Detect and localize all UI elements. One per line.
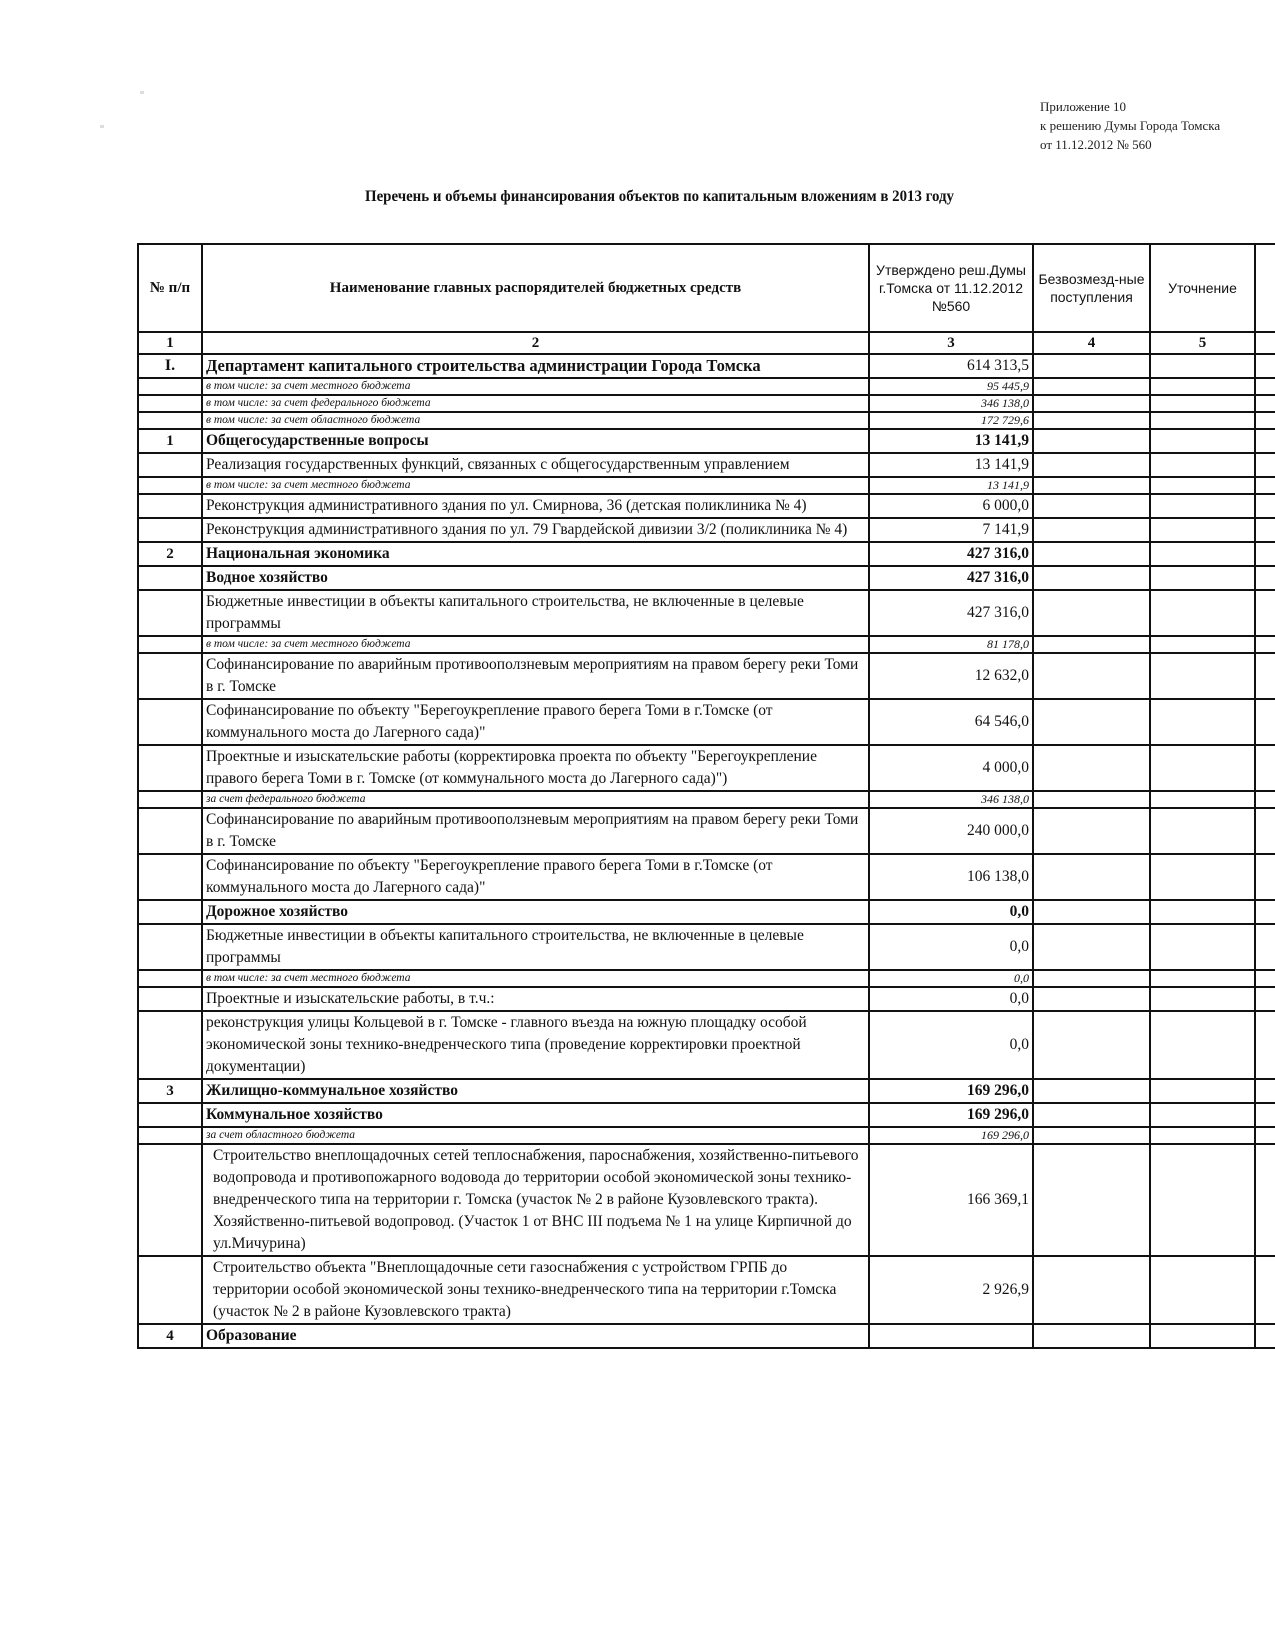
row-col6-value	[1255, 1127, 1275, 1144]
table-row	[138, 900, 1275, 924]
row-clarification-value	[1150, 1256, 1255, 1324]
row-name: Реализация государственных функций, связанных с общегосударственным управлением	[202, 453, 869, 477]
table-row	[138, 1144, 1275, 1256]
row-grants-value	[1033, 1144, 1150, 1256]
table-row	[138, 542, 1275, 566]
row-number	[138, 900, 202, 924]
table-row	[138, 453, 1275, 477]
table-row	[138, 590, 1275, 636]
row-col6-value	[1255, 791, 1275, 808]
row-approved-value: 81 178,0	[869, 636, 1033, 653]
row-approved-value: 169 296,0	[869, 1103, 1033, 1127]
appendix-reference	[1040, 97, 1220, 154]
row-name: за счет областного бюджета	[202, 1127, 869, 1144]
row-approved-value: 12 632,0	[869, 653, 1033, 699]
row-number: 2	[138, 542, 202, 566]
row-clarification-value	[1150, 477, 1255, 494]
row-approved-value: 240 000,0	[869, 808, 1033, 854]
table-row	[138, 924, 1275, 970]
row-grants-value	[1033, 412, 1150, 429]
row-name: Софинансирование по объекту "Берегоукрепление правого берега Томи в г.Томске (от коммунального моста до Лагерного сада)"	[202, 854, 869, 900]
row-col6-value	[1255, 970, 1275, 987]
row-grants-value	[1033, 494, 1150, 518]
row-approved-value: 4 000,0	[869, 745, 1033, 791]
table-row	[138, 808, 1275, 854]
table-row	[138, 518, 1275, 542]
row-grants-value	[1033, 854, 1150, 900]
table-row	[138, 354, 1275, 378]
row-number: 1	[138, 429, 202, 453]
row-grants-value	[1033, 518, 1150, 542]
row-clarification-value	[1150, 354, 1255, 378]
table-row	[138, 1324, 1275, 1348]
appendix-line: Приложение 10	[1040, 99, 1127, 114]
table-row	[138, 854, 1275, 900]
row-number	[138, 808, 202, 854]
row-clarification-value	[1150, 590, 1255, 636]
table-row	[138, 494, 1275, 518]
row-col6-value	[1255, 477, 1275, 494]
row-col6-value	[1255, 378, 1275, 395]
row-approved-value: 0,0	[869, 970, 1033, 987]
row-clarification-value	[1150, 1144, 1255, 1256]
row-grants-value	[1033, 429, 1150, 453]
row-clarification-value	[1150, 699, 1255, 745]
table-row	[138, 1011, 1275, 1079]
row-name: Общегосударственные вопросы	[202, 429, 869, 453]
row-grants-value	[1033, 378, 1150, 395]
row-number	[138, 1127, 202, 1144]
row-grants-value	[1033, 1256, 1150, 1324]
row-number: 3	[138, 1079, 202, 1103]
row-col6-value	[1255, 1324, 1275, 1348]
row-number	[138, 636, 202, 653]
row-approved-value: 427 316,0	[869, 542, 1033, 566]
row-col6-value	[1255, 518, 1275, 542]
header-name: Наименование главных распорядителей бюджетных средств	[202, 244, 869, 332]
row-grants-value	[1033, 924, 1150, 970]
row-name: Жилищно-коммунальное хозяйство	[202, 1079, 869, 1103]
row-approved-value: 427 316,0	[869, 566, 1033, 590]
row-approved-value: 169 296,0	[869, 1079, 1033, 1103]
row-number	[138, 987, 202, 1011]
row-approved-value: 0,0	[869, 987, 1033, 1011]
row-name: Софинансирование по аварийным противооползневым мероприятиям на правом берегу реки Томи в г. Томске	[202, 653, 869, 699]
row-col6-value	[1255, 395, 1275, 412]
row-name: Реконструкция административного здания по ул. 79 Гвардейской дивизии 3/2 (поликлиника № 4)	[202, 518, 869, 542]
column-number-row	[138, 332, 1275, 354]
row-col6-value	[1255, 590, 1275, 636]
row-col6-value	[1255, 566, 1275, 590]
row-clarification-value	[1150, 791, 1255, 808]
row-number	[138, 378, 202, 395]
table-row	[138, 987, 1275, 1011]
row-grants-value	[1033, 699, 1150, 745]
row-number	[138, 854, 202, 900]
table-row	[138, 791, 1275, 808]
table-row	[138, 566, 1275, 590]
row-grants-value	[1033, 970, 1150, 987]
row-approved-value: 0,0	[869, 924, 1033, 970]
row-clarification-value	[1150, 636, 1255, 653]
row-col6-value	[1255, 354, 1275, 378]
appendix-line: к решению Думы Города Томска	[1040, 118, 1221, 133]
table-row	[138, 429, 1275, 453]
row-number	[138, 791, 202, 808]
row-col6-value	[1255, 542, 1275, 566]
row-approved-value: 346 138,0	[869, 395, 1033, 412]
row-col6-value	[1255, 900, 1275, 924]
row-clarification-value	[1150, 924, 1255, 970]
row-number	[138, 1256, 202, 1324]
row-col6-value	[1255, 699, 1275, 745]
row-name: в том числе: за счет местного бюджета	[202, 636, 869, 653]
row-clarification-value	[1150, 1011, 1255, 1079]
scan-artifact	[140, 91, 144, 94]
row-clarification-value	[1150, 900, 1255, 924]
row-name: Бюджетные инвестиции в объекты капитального строительства, не включенные в целевые программы	[202, 924, 869, 970]
row-number	[138, 412, 202, 429]
row-name: Водное хозяйство	[202, 566, 869, 590]
financing-table	[137, 243, 1275, 1349]
row-approved-value: 172 729,6	[869, 412, 1033, 429]
table-row	[138, 395, 1275, 412]
row-approved-value: 95 445,9	[869, 378, 1033, 395]
row-clarification-value	[1150, 808, 1255, 854]
row-grants-value	[1033, 477, 1150, 494]
row-col6-value	[1255, 987, 1275, 1011]
row-clarification-value	[1150, 970, 1255, 987]
row-clarification-value	[1150, 395, 1255, 412]
row-name: в том числе: за счет областного бюджета	[202, 412, 869, 429]
row-clarification-value	[1150, 412, 1255, 429]
row-grants-value	[1033, 791, 1150, 808]
table-row	[138, 1127, 1275, 1144]
row-number	[138, 453, 202, 477]
row-number: 4	[138, 1324, 202, 1348]
row-number	[138, 477, 202, 494]
row-col6-value	[1255, 1103, 1275, 1127]
row-col6-value	[1255, 1144, 1275, 1256]
table-row	[138, 477, 1275, 494]
column-number: 3	[869, 332, 1033, 354]
row-col6-value	[1255, 412, 1275, 429]
row-approved-value: 427 316,0	[869, 590, 1033, 636]
row-name: Софинансирование по объекту "Берегоукрепление правого берега Томи в г.Томске (от коммунального моста до Лагерного сада)"	[202, 699, 869, 745]
row-grants-value	[1033, 566, 1150, 590]
table-body	[138, 354, 1275, 1348]
row-approved-value: 169 296,0	[869, 1127, 1033, 1144]
row-clarification-value	[1150, 378, 1255, 395]
row-number	[138, 1011, 202, 1079]
row-name: Проектные и изыскательские работы (корректировка проекта по объекту "Берегоукрепление правого берега Томи в г. Томске (от коммунального моста до Лагерного сада)")	[202, 745, 869, 791]
table-row	[138, 653, 1275, 699]
row-number	[138, 395, 202, 412]
row-clarification-value	[1150, 854, 1255, 900]
row-name: Софинансирование по аварийным противооползневым мероприятиям на правом берегу реки Томи в г. Томске	[202, 808, 869, 854]
row-col6-value	[1255, 429, 1275, 453]
row-clarification-value	[1150, 518, 1255, 542]
row-name: в том числе: за счет местного бюджета	[202, 378, 869, 395]
row-col6-value	[1255, 653, 1275, 699]
header-grants: Безвозмезд-ные поступления	[1033, 244, 1150, 332]
row-number	[138, 566, 202, 590]
row-grants-value	[1033, 653, 1150, 699]
row-name: в том числе: за счет местного бюджета	[202, 970, 869, 987]
row-col6-value	[1255, 494, 1275, 518]
scan-artifact	[100, 125, 104, 128]
row-grants-value	[1033, 808, 1150, 854]
row-approved-value: 0,0	[869, 1011, 1033, 1079]
header-col6	[1255, 244, 1275, 332]
table-row	[138, 745, 1275, 791]
row-number: I.	[138, 354, 202, 378]
row-name: Бюджетные инвестиции в объекты капитального строительства, не включенные в целевые программы	[202, 590, 869, 636]
row-approved-value: 6 000,0	[869, 494, 1033, 518]
row-number	[138, 590, 202, 636]
row-approved-value: 166 369,1	[869, 1144, 1033, 1256]
row-number	[138, 494, 202, 518]
row-number	[138, 1103, 202, 1127]
row-clarification-value	[1150, 1103, 1255, 1127]
row-name: за счет федерального бюджета	[202, 791, 869, 808]
row-grants-value	[1033, 1011, 1150, 1079]
row-approved-value: 2 926,9	[869, 1256, 1033, 1324]
row-clarification-value	[1150, 429, 1255, 453]
row-col6-value	[1255, 854, 1275, 900]
row-grants-value	[1033, 987, 1150, 1011]
row-clarification-value	[1150, 566, 1255, 590]
row-name: в том числе: за счет местного бюджета	[202, 477, 869, 494]
row-grants-value	[1033, 542, 1150, 566]
row-clarification-value	[1150, 453, 1255, 477]
row-col6-value	[1255, 808, 1275, 854]
appendix-line: от 11.12.2012 № 560	[1040, 137, 1152, 152]
table-row	[138, 412, 1275, 429]
row-number	[138, 970, 202, 987]
row-col6-value	[1255, 1079, 1275, 1103]
row-col6-value	[1255, 636, 1275, 653]
column-number: 5	[1150, 332, 1255, 354]
header-approved: Утверждено реш.Думы г.Томска от 11.12.2012 №560	[869, 244, 1033, 332]
row-col6-value	[1255, 453, 1275, 477]
row-approved-value: 7 141,9	[869, 518, 1033, 542]
row-grants-value	[1033, 590, 1150, 636]
row-name: Строительство внеплощадочных сетей теплоснабжения, пароснабжения, хозяйственно-питьевого водопровода и противопожарного водовода до территории особой экономической зоны технико-внедренческого типа на территории г. Томска (участок № 2 в районе Кузовлевского тракта). Хозяйственно-питьевой водопровод. (Участок 1 от ВНС III подъема № 1 на улице Кирпичной до ул.Мичурина)	[202, 1144, 869, 1256]
row-clarification-value	[1150, 1324, 1255, 1348]
row-name: Дорожное хозяйство	[202, 900, 869, 924]
column-number: 1	[138, 332, 202, 354]
row-clarification-value	[1150, 1127, 1255, 1144]
row-col6-value	[1255, 745, 1275, 791]
row-clarification-value	[1150, 987, 1255, 1011]
row-col6-value	[1255, 924, 1275, 970]
row-number	[138, 924, 202, 970]
row-grants-value	[1033, 1079, 1150, 1103]
row-clarification-value	[1150, 494, 1255, 518]
row-approved-value: 64 546,0	[869, 699, 1033, 745]
row-name: Коммунальное хозяйство	[202, 1103, 869, 1127]
row-clarification-value	[1150, 653, 1255, 699]
table-row	[138, 970, 1275, 987]
table-header-row	[138, 244, 1275, 332]
header-number: № п/п	[138, 244, 202, 332]
row-number	[138, 1144, 202, 1256]
row-grants-value	[1033, 1127, 1150, 1144]
row-name: Образование	[202, 1324, 869, 1348]
table-row	[138, 699, 1275, 745]
table-row	[138, 1256, 1275, 1324]
row-col6-value	[1255, 1256, 1275, 1324]
row-approved-value: 13 141,9	[869, 453, 1033, 477]
row-grants-value	[1033, 1103, 1150, 1127]
row-name: в том числе: за счет федерального бюджета	[202, 395, 869, 412]
row-grants-value	[1033, 745, 1150, 791]
row-approved-value: 13 141,9	[869, 429, 1033, 453]
row-col6-value	[1255, 1011, 1275, 1079]
row-clarification-value	[1150, 1079, 1255, 1103]
row-grants-value	[1033, 636, 1150, 653]
row-number	[138, 518, 202, 542]
row-name: Строительство объекта "Внеплощадочные сети газоснабжения с устройством ГРПБ до территории особой экономической зоны технико-внедренческого типа на территории г.Томска (участок № 2 в районе Кузовлевского тракта)	[202, 1256, 869, 1324]
table-row	[138, 1079, 1275, 1103]
row-name: Национальная экономика	[202, 542, 869, 566]
row-grants-value	[1033, 900, 1150, 924]
row-approved-value	[869, 1324, 1033, 1348]
column-number: 2	[202, 332, 869, 354]
row-grants-value	[1033, 354, 1150, 378]
table-row	[138, 636, 1275, 653]
row-name: Департамент капитального строительства администрации Города Томска	[202, 354, 869, 378]
row-name: реконструкция улицы Кольцевой в г. Томске - главного въезда на южную площадку особой экономической зоны технико-внедренческого типа (проведение корректировки проектной документации)	[202, 1011, 869, 1079]
row-number	[138, 653, 202, 699]
row-approved-value: 346 138,0	[869, 791, 1033, 808]
table-row	[138, 1103, 1275, 1127]
column-number: 4	[1033, 332, 1150, 354]
row-clarification-value	[1150, 745, 1255, 791]
row-grants-value	[1033, 1324, 1150, 1348]
document-title: Перечень и объемы финансирования объектов по капитальным вложениям в 2013 году	[365, 188, 954, 205]
column-number	[1255, 332, 1275, 354]
row-name: Реконструкция административного здания по ул. Смирнова, 36 (детская поликлиника № 4)	[202, 494, 869, 518]
row-approved-value: 614 313,5	[869, 354, 1033, 378]
row-approved-value: 106 138,0	[869, 854, 1033, 900]
row-approved-value: 0,0	[869, 900, 1033, 924]
row-grants-value	[1033, 453, 1150, 477]
header-clarification: Уточнение	[1150, 244, 1255, 332]
row-grants-value	[1033, 395, 1150, 412]
table-row	[138, 378, 1275, 395]
row-number	[138, 699, 202, 745]
row-approved-value: 13 141,9	[869, 477, 1033, 494]
row-number	[138, 745, 202, 791]
row-clarification-value	[1150, 542, 1255, 566]
row-name: Проектные и изыскательские работы, в т.ч.:	[202, 987, 869, 1011]
